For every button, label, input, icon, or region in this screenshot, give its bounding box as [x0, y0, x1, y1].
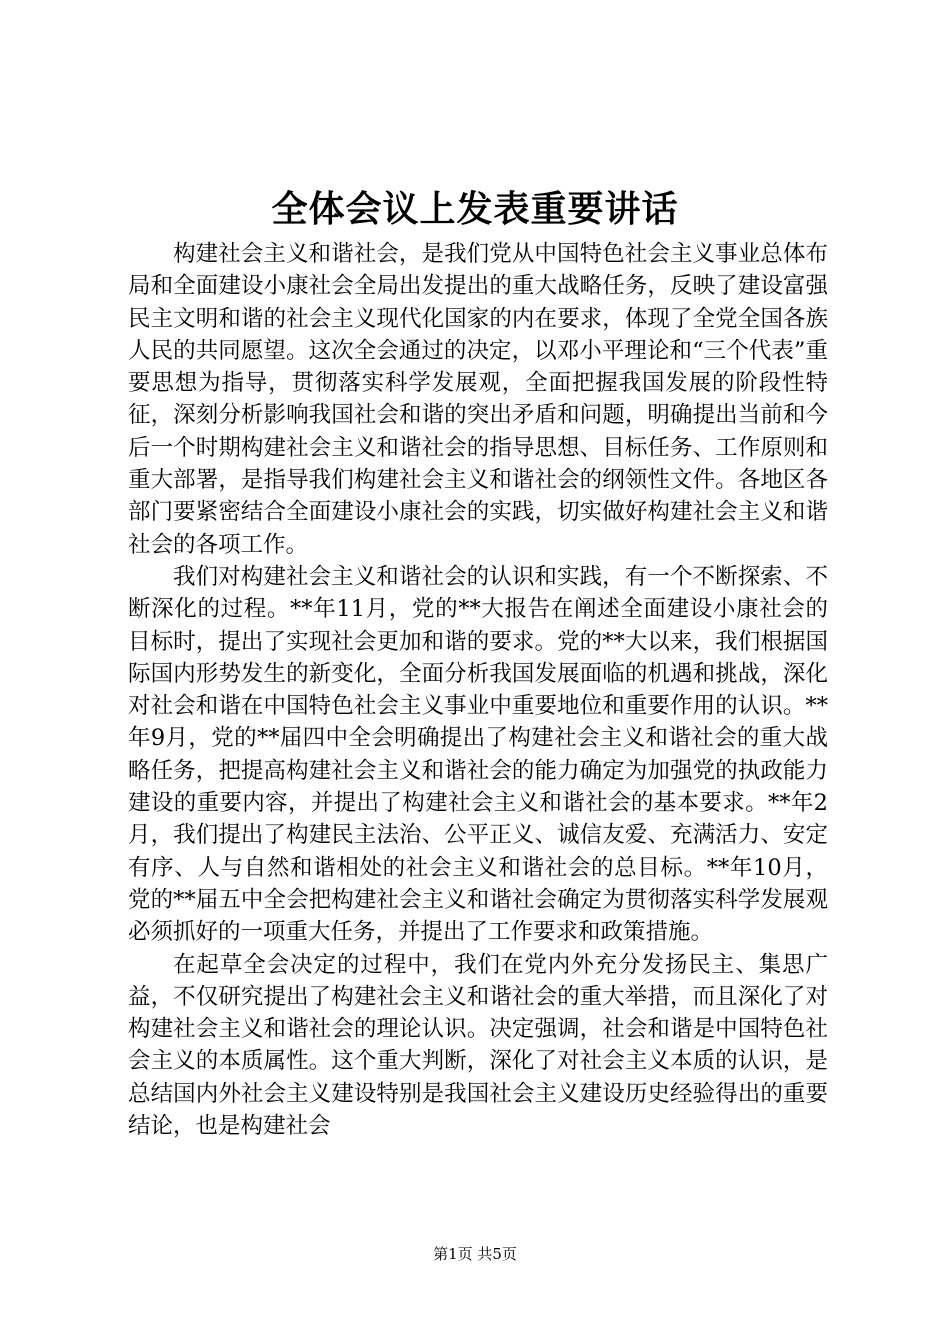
document-body	[128, 238, 828, 1142]
paragraph-3: 在起草全会决定的过程中，我们在党内外充分发扬民主、集思广益，不仅研究提出了构建社会主义和谐社会的重大举措，而且深化了对构建社会主义和谐社会的理论认识。决定强调，社会和谐是中国特色社会主义的本质属性。这个重大判断，深化了对社会主义本质的认识，是总结国内外社会主义建设特别是我国社会主义建设历史经验得出的重要结论，也是构建社会	[128, 951, 828, 1140]
paragraph-1: 构建社会主义和谐社会，是我们党从中国特色社会主义事业总体布局和全面建设小康社会全局出发提出的重大战略任务，反映了建设富强民主文明和谐的社会主义现代化国家的内在要求，体现了全党全国各族人民的共同愿望。这次全会通过的决定，以邓小平理论和“三个代表”重要思想为指导，贯彻落实科学发展观，全面把握我国发展的阶段性特征，深刻分析影响我国社会和谐的突出矛盾和问题，明确提出当前和今后一个时期构建社会主义和谐社会的指导思想、目标任务、工作原则和重大部署，是指导我们构建社会主义和谐社会的纲领性文件。各地区各部门要紧密结合全面建设小康社会的实践，切实做好构建社会主义和谐社会的各项工作。	[128, 241, 828, 558]
page-footer: 第1页 共5页	[433, 1245, 517, 1263]
document-title: 全体会议上发表重要讲话	[271, 188, 679, 230]
paragraph-2: 我们对构建社会主义和谐社会的认识和实践，有一个不断探索、不断深化的过程。**年11月，党的**大报告在阐述全面建设小康社会的目标时，提出了实现社会更加和谐的要求。党的**大以来，我们根据国际国内形势发生的新变化，全面分析我国发展面临的机遇和挑战，深化对社会和谐在中国特色社会主义事业中重要地位和重要作用的认识。**年9月，党的**届四中全会明确提出了构建社会主义和谐社会的重大战略任务，把提高构建社会主义和谐社会的能力确定为加强党的执政能力建设的重要内容，并提出了构建社会主义和谐社会的基本要求。**年2月，我们提出了构建民主法治、公平正义、诚信友爱、充满活力、安定有序、人与自然和谐相处的社会主义和谐社会的总目标。**年10月，党的**届五中全会把构建社会主义和谐社会确定为贯彻落实科学发展观必须抓好的一项重大任务，并提出了工作要求和政策措施。	[128, 563, 828, 946]
